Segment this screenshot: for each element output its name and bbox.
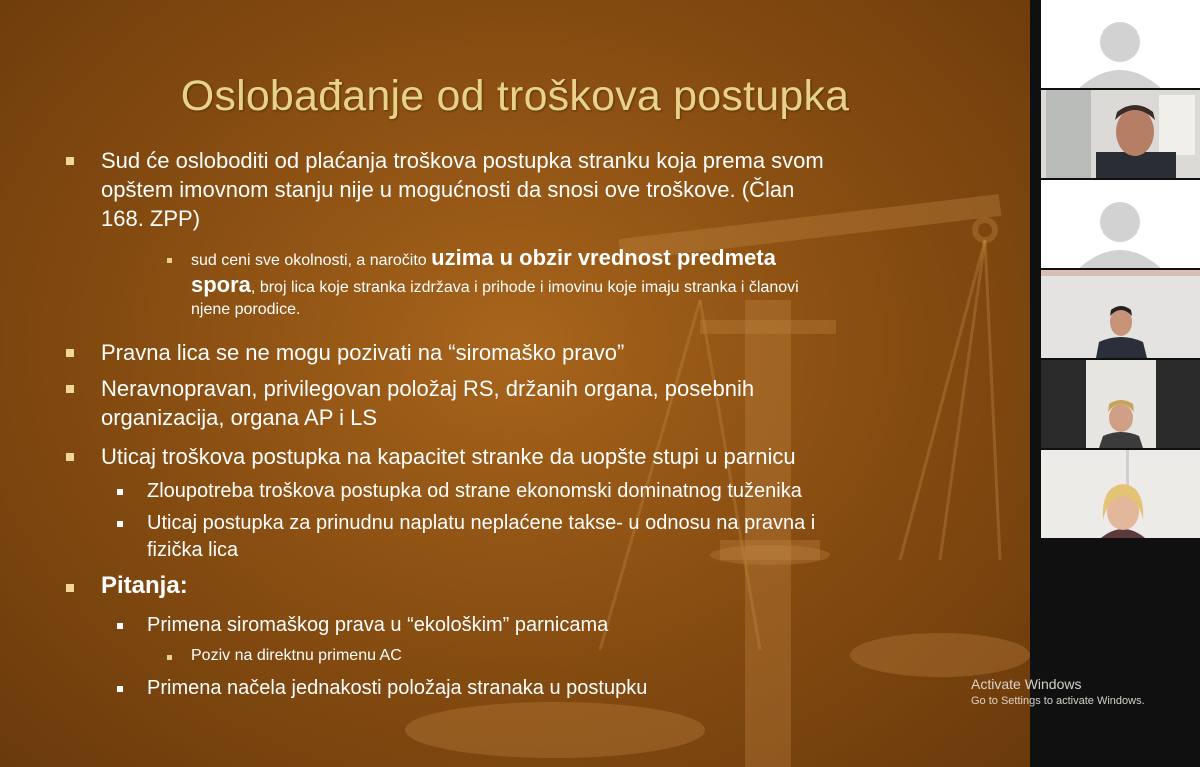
activate-windows-watermark — [971, 676, 1145, 707]
participant-video — [1041, 360, 1200, 448]
participant-tile-4[interactable] — [1041, 270, 1200, 358]
bullet-3-line-2: organizacija, organa AP i LS — [101, 405, 377, 430]
sub-text-regular: sud ceni sve okolnosti, a naročito — [191, 252, 432, 269]
participant-tile-5[interactable] — [1041, 360, 1200, 448]
bullet-5-sub-1: Primena siromaškog prava u “ekološkim” parnicama — [147, 614, 609, 636]
sub-line-1 — [191, 247, 1011, 272]
participant-tile-6[interactable] — [1041, 450, 1200, 538]
bullet-4-sub-2-line-1: Uticaj postupka za prinudnu naplatu neplaćene takse- u odnosu na pravna i — [147, 512, 816, 534]
bullet-1-subitem — [191, 247, 1011, 321]
bullet-1-line-2: opštem imovnom stanju nije u mogućnosti da snosi ove troškove. (Član — [101, 177, 795, 202]
bullet-marker — [66, 385, 74, 393]
participant-gallery — [1030, 0, 1200, 767]
participant-video — [1041, 450, 1200, 538]
participant-video — [1041, 90, 1200, 178]
participant-tile-3[interactable] — [1041, 180, 1200, 268]
sub-bullet-marker — [117, 521, 123, 527]
bullet-2-text: Pravna lica se ne mogu pozivati na “siromaško pravo” — [101, 340, 625, 365]
participant-video — [1041, 270, 1200, 358]
user-avatar-icon — [1041, 180, 1200, 268]
slide-title: Oslobađanje od troškova postupka — [180, 72, 850, 120]
bullet-3-line-1: Neravnopravan, privilegovan položaj RS, držanih organa, posebnih — [101, 376, 755, 401]
user-avatar-icon — [1041, 0, 1200, 88]
participant-tile-1[interactable] — [1041, 0, 1200, 88]
activate-windows-title: Activate Windows — [971, 676, 1082, 692]
bullet-4-sub-2 — [147, 510, 815, 564]
activate-windows-subtitle: Go to Settings to activate Windows. — [971, 695, 1145, 707]
bullet-1-text — [101, 146, 824, 233]
bullet-1-line-3: 168. ZPP) — [101, 206, 201, 231]
bullet-marker — [66, 584, 74, 592]
sub-text-bold: uzima u obzir vrednost predmeta — [431, 245, 776, 270]
sub-line-2 — [191, 274, 1011, 299]
bullet-4-sub-2-line-2: fizička lica — [147, 539, 239, 561]
sub-bullet-marker — [117, 686, 123, 692]
sub-text-bold-2: spora — [191, 272, 251, 297]
bullet-marker — [66, 349, 74, 357]
bullet-1-line-1: Sud će osloboditi od plaćanja troškova postupka stranku koja prema svom — [101, 148, 824, 173]
bullet-4-sub-1: Zloupotreba troškova postupka od strane ekonomski dominatnog tuženika — [147, 480, 802, 502]
sub-bullet-marker — [117, 489, 123, 495]
sub-sub-bullet-marker — [167, 655, 172, 660]
bullet-4-text: Uticaj troškova postupka na kapacitet stranke da uopšte stupi u parnicu — [101, 444, 796, 469]
sub-bullet-marker — [167, 258, 172, 263]
bullet-3-text — [101, 374, 754, 432]
sub-bullet-marker — [117, 623, 123, 629]
participant-tile-2[interactable] — [1041, 90, 1200, 178]
bullet-5-sub-2: Primena načela jednakosti položaja stranaka u postupku — [147, 677, 648, 699]
sub-text-regular-2: , broj lica koje stranka izdržava i prihode i imovinu koje imaju stranka i članovi — [250, 279, 799, 296]
bullet-5-heading: Pitanja: — [101, 572, 188, 599]
sub-line-3: njene porodice. — [191, 301, 301, 318]
bullet-5-sub-1-sub: Poziv na direktnu primenu AC — [191, 647, 402, 664]
bullet-marker — [66, 453, 74, 461]
bullet-marker — [66, 157, 74, 165]
